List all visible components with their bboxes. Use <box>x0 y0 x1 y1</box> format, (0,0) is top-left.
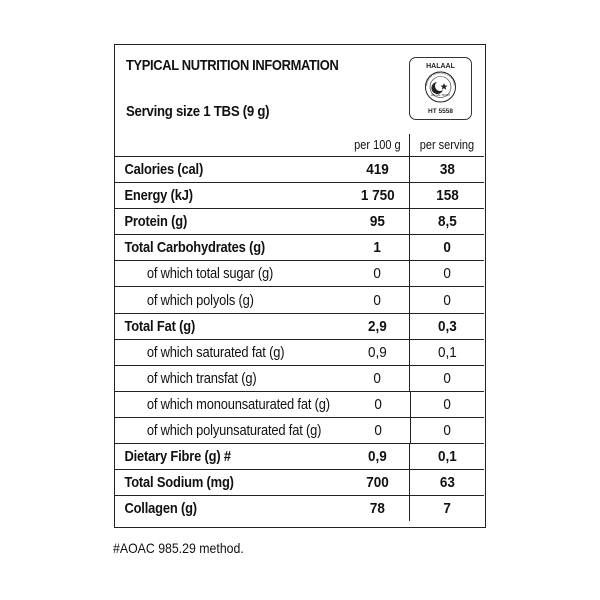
row-per-100g-value: 419 <box>366 161 389 179</box>
header-per-serving-label: per serving <box>419 138 475 152</box>
row-per-100g-value: 0 <box>373 265 382 283</box>
row-label: of which saturated fat (g) <box>146 343 285 361</box>
row-per-serving-value: 0 <box>443 421 452 439</box>
table-row <box>115 287 484 313</box>
table-row <box>115 444 484 470</box>
row-per-100g-value: 78 <box>369 500 385 518</box>
footnote: #AOAC 985.29 method. <box>113 540 244 556</box>
row-per-serving-value: 38 <box>439 161 455 179</box>
table-row <box>115 392 484 418</box>
row-per-100g <box>346 418 411 443</box>
row-per-serving <box>410 157 484 182</box>
row-per-100g <box>346 392 411 417</box>
row-label: Total Carbohydrates (g) <box>124 239 266 257</box>
row-per-serving <box>410 287 484 312</box>
row-per-100g <box>345 444 410 469</box>
row-per-100g <box>345 314 410 339</box>
logo-ring-text: MUSLIM JUDICIAL COUNCIL <box>424 70 457 87</box>
row-per-100g <box>345 496 410 521</box>
logo-top-text: HALAAL <box>426 63 455 70</box>
row-per-100g-value: 0,9 <box>367 343 387 361</box>
row-label: Total Fat (g) <box>124 317 196 335</box>
row-per-serving <box>410 209 484 234</box>
row-per-100g <box>345 209 410 234</box>
row-per-100g-value: 0 <box>373 291 382 309</box>
row-label: of which polyunsaturated fat (g) <box>146 421 322 439</box>
row-per-serving-value: 0,1 <box>437 448 457 466</box>
row-per-serving <box>410 340 484 365</box>
serving-size: Serving size 1 TBS (9 g) <box>126 103 270 120</box>
header-per-100g <box>345 134 410 156</box>
row-label: Energy (kJ) <box>124 187 193 205</box>
logo-small-text: HALAAL TRUST <box>430 94 451 97</box>
row-per-100g-value: 0,9 <box>367 448 387 466</box>
row-per-serving <box>410 183 484 208</box>
row-per-serving <box>410 444 484 469</box>
row-per-serving <box>410 261 484 286</box>
svg-text:MUSLIM JUDICIAL COUNCIL <box>424 70 457 86</box>
header-per-100g-label: per 100 g <box>354 138 401 152</box>
row-per-100g-value: 700 <box>366 474 389 492</box>
row-per-serving <box>411 392 484 417</box>
table-row <box>115 209 484 235</box>
row-per-100g <box>345 183 410 208</box>
row-per-serving-value: 0,1 <box>437 343 457 361</box>
row-per-100g-value: 2,9 <box>367 317 387 335</box>
row-per-100g <box>345 157 410 182</box>
row-per-100g-value: 0 <box>373 369 382 387</box>
row-per-serving-value: 0 <box>443 265 451 283</box>
row-per-serving-value: 8,5 <box>437 213 457 231</box>
row-per-100g <box>345 340 410 365</box>
row-per-serving <box>410 366 484 391</box>
row-per-serving <box>410 496 484 521</box>
row-label: Protein (g) <box>124 213 188 231</box>
row-per-serving-value: 7 <box>443 500 451 518</box>
row-per-100g-value: 1 750 <box>360 187 395 205</box>
halaal-seal-icon <box>410 58 471 119</box>
row-per-100g <box>345 235 410 260</box>
table-row <box>115 340 484 366</box>
row-label: Dietary Fibre (g) # <box>124 448 231 466</box>
table-row <box>115 261 484 287</box>
row-per-serving-value: 63 <box>439 474 455 492</box>
row-per-100g <box>345 287 410 312</box>
row-per-100g <box>345 366 410 391</box>
row-per-100g-value: 0 <box>374 421 382 439</box>
nutrition-table <box>115 134 484 521</box>
row-label: Collagen (g) <box>124 500 197 518</box>
row-per-serving <box>410 235 484 260</box>
halaal-logo <box>409 57 472 120</box>
table-row <box>115 496 484 521</box>
row-per-100g-value: 0 <box>374 395 382 413</box>
logo-code: HT 5558 <box>428 108 453 115</box>
row-per-100g <box>345 261 410 286</box>
row-per-serving-value: 0,3 <box>437 317 457 335</box>
nutrition-panel <box>114 44 486 528</box>
row-per-serving-value: 158 <box>435 187 459 205</box>
row-per-serving-value: 0 <box>443 395 452 413</box>
row-label: Calories (cal) <box>124 161 204 179</box>
header-per-serving <box>410 134 484 156</box>
row-per-serving-value: 0 <box>443 291 451 309</box>
table-row <box>115 235 484 261</box>
row-per-serving <box>411 418 484 443</box>
row-label: of which total sugar (g) <box>146 265 274 283</box>
row-per-100g <box>345 470 410 495</box>
row-per-serving <box>410 470 484 495</box>
row-per-serving-value: 0 <box>443 239 451 257</box>
table-header-row <box>115 134 484 157</box>
table-row <box>115 314 484 340</box>
row-label: of which transfat (g) <box>146 369 257 387</box>
row-per-serving-value: 0 <box>443 369 451 387</box>
table-row <box>115 157 484 183</box>
row-label: of which monounsaturated fat (g) <box>146 395 330 413</box>
row-per-serving <box>410 314 484 339</box>
row-per-100g-value: 1 <box>373 239 382 257</box>
row-label: of which polyols (g) <box>146 291 254 309</box>
panel-title: TYPICAL NUTRITION INFORMATION <box>126 57 339 74</box>
table-row <box>115 418 484 444</box>
row-label: Total Sodium (mg) <box>124 474 234 492</box>
table-row <box>115 183 484 209</box>
table-row <box>115 366 484 392</box>
table-row <box>115 470 484 496</box>
row-per-100g-value: 95 <box>369 213 385 231</box>
